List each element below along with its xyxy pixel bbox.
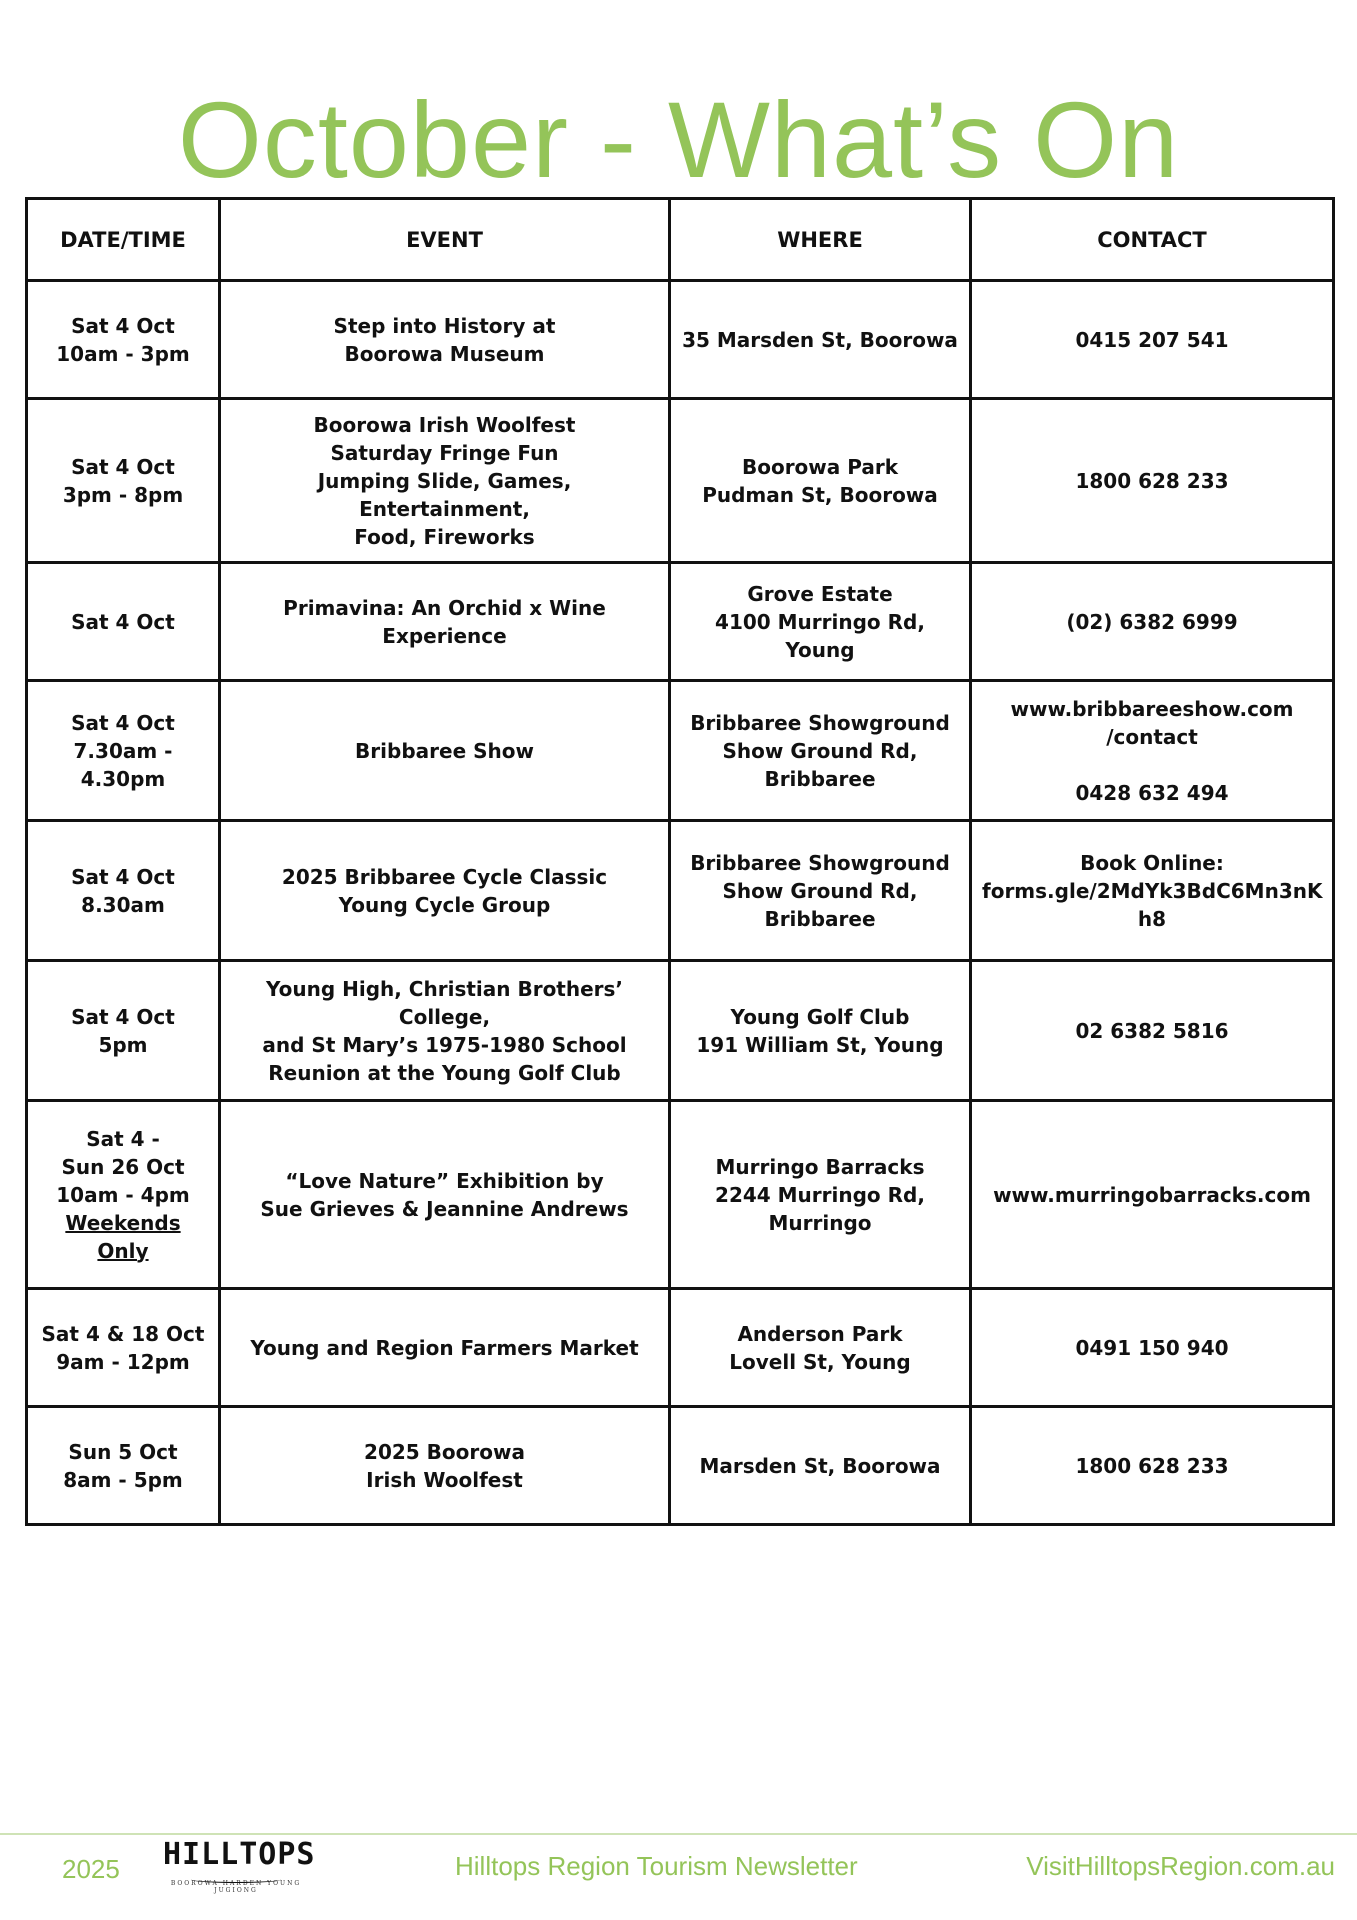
cell-line: Irish Woolfest [366,1467,523,1492]
cell-line: 2025 Boorowa [364,1439,525,1464]
cell-contact [971,1407,1334,1525]
cell-date [27,821,220,961]
logo-wordmark: HILLTOPS [163,1837,316,1872]
cell-line: Bribbaree [764,906,876,931]
cell-line: 4100 Murringo Rd, Young [715,609,925,662]
cell-contact [971,681,1334,821]
cell-where [670,563,971,681]
cell-line: Bribbaree [764,766,876,791]
cell-line: www.murringobarracks.com [993,1182,1311,1207]
cell-line: Bribbaree Show [355,738,534,763]
cell-line: Sun 26 Oct [61,1154,185,1179]
cell-line: 10am - 3pm [56,341,190,366]
logo-towns: BOOROWA HARDEN YOUNG JUGIONG [170,1880,302,1894]
cell-contact [971,821,1334,961]
cell-event [220,1407,670,1525]
cell-date [27,961,220,1101]
cell-line: Murringo Barracks [715,1154,925,1179]
cell-line: Sat 4 & 18 Oct [41,1321,205,1346]
header-date-time: DATE/TIME [27,199,220,281]
cell-line: 1800 628 233 [1075,1453,1229,1478]
cell-event [220,281,670,399]
cell-event [220,821,670,961]
cell-line: Boorowa Museum [344,341,545,366]
cell-event [220,399,670,563]
header-where: WHERE [670,199,971,281]
cell-line: /contact [1106,724,1198,749]
table-row [27,961,1334,1101]
cell-line: 7.30am - [73,738,173,763]
cell-contact [971,563,1334,681]
cell-line: 0428 632 494 [1075,780,1229,805]
footer-website-link[interactable]: VisitHilltopsRegion.com.au [1026,1851,1335,1881]
cell-where [670,1289,971,1407]
cell-line: “Love Nature” Exhibition by [285,1168,604,1193]
table-row [27,681,1334,821]
cell-line: Sat 4 Oct [71,710,175,735]
cell-date [27,281,220,399]
cell-line: Reunion at the Young Golf Club [268,1060,621,1085]
cell-line: Pudman St, Boorowa [702,482,938,507]
cell-where [670,1101,971,1289]
cell-line: 5pm [98,1032,148,1057]
cell-line: Sat 4 Oct [71,1004,175,1029]
cell-line: Young Golf Club [730,1004,910,1029]
table-row [27,1407,1334,1525]
cell-contact [971,281,1334,399]
cell-line: Boorowa Park [741,454,899,479]
cell-event [220,681,670,821]
cell-line: Sat 4 Oct [71,864,175,889]
cell-line: 0415 207 541 [1075,327,1229,352]
footer-year: 2025 [62,1854,120,1884]
page-title: October - What’s On [177,79,1180,200]
cell-where [670,281,971,399]
cell-line: h8 [1137,906,1167,931]
cell-spacer [982,751,1322,779]
table-row [27,399,1334,563]
cell-event [220,1289,670,1407]
cell-contact [971,1289,1334,1407]
table-row [27,1289,1334,1407]
cell-line: Sat 4 Oct [71,454,175,479]
cell-line: 8am - 5pm [63,1467,183,1492]
cell-line: 4.30pm [80,766,166,791]
cell-line: Sat 4 - [86,1126,160,1151]
cell-line: Young and Region Farmers Market [250,1335,639,1360]
cell-event [220,563,670,681]
table-header-row [27,199,1334,281]
header-contact: CONTACT [971,199,1334,281]
cell-line: Anderson Park [737,1321,903,1346]
cell-line: Sue Grieves & Jeannine Andrews [260,1196,629,1221]
table-row [27,563,1334,681]
logo-swoosh-icon [191,1876,281,1883]
cell-line: Young High, Christian Brothers’ College, [265,976,624,1029]
cell-date [27,681,220,821]
table-row [27,281,1334,399]
cell-line: Grove Estate [747,581,893,606]
cell-line: Show Ground Rd, [722,878,918,903]
cell-line: Step into History at [333,313,556,338]
cell-contact [971,961,1334,1101]
cell-where [670,399,971,563]
cell-line: 8.30am [81,892,165,917]
table-row [27,821,1334,961]
cell-line: Bribbaree Showground [690,710,950,735]
cell-line: Sat 4 Oct [71,609,175,634]
cell-line: Sun 5 Oct [68,1439,178,1464]
cell-date [27,563,220,681]
cell-date [27,1407,220,1525]
events-table [25,197,1335,1526]
cell-line: Boorowa Irish Woolfest [313,412,576,437]
cell-where [670,681,971,821]
cell-line: 10am - 4pm [56,1182,190,1207]
cell-line: 1800 628 233 [1075,468,1229,493]
cell-line: Sat 4 Oct [71,313,175,338]
table-row [27,1101,1334,1289]
cell-line: Only [97,1238,149,1263]
cell-line: 191 William St, Young [696,1032,944,1057]
hilltops-logo [163,1837,316,1898]
cell-event [220,961,670,1101]
cell-line: Show Ground Rd, [722,738,918,763]
cell-line: 2244 Murringo Rd, [715,1182,925,1207]
cell-line: 9am - 12pm [56,1349,190,1374]
cell-date [27,399,220,563]
cell-line: 35 Marsden St, Boorowa [682,327,958,352]
cell-line: Marsden St, Boorowa [699,1453,941,1478]
cell-line: Young Cycle Group [338,892,551,917]
cell-line: Lovell St, Young [729,1349,911,1374]
cell-line: www.bribbareeshow.com [1010,696,1294,721]
cell-line: 3pm - 8pm [62,482,184,507]
cell-line: Murringo [768,1210,872,1235]
cell-line: Book Online: [1080,850,1224,875]
header-event: EVENT [220,199,670,281]
cell-line: 2025 Bribbaree Cycle Classic [281,864,608,889]
cell-event [220,1101,670,1289]
cell-line: Saturday Fringe Fun [330,440,559,465]
cell-where [670,1407,971,1525]
cell-date [27,1101,220,1289]
cell-line: (02) 6382 6999 [1066,609,1238,634]
cell-line: and St Mary’s 1975-1980 School [262,1032,627,1057]
cell-contact [971,399,1334,563]
cell-where [670,961,971,1101]
cell-line: Bribbaree Showground [690,850,950,875]
footer-divider [0,1833,1357,1835]
cell-line: 0491 150 940 [1075,1335,1229,1360]
cell-line: Jumping Slide, Games, Entertainment, [317,468,572,521]
cell-line: Primavina: An Orchid x Wine Experience [283,595,606,648]
cell-line: forms.gle/2MdYk3BdC6Mn3nK [982,878,1323,903]
cell-line: Weekends [65,1210,181,1235]
cell-contact [971,1101,1334,1289]
cell-date [27,1289,220,1407]
cell-where [670,821,971,961]
cell-line: Food, Fireworks [354,524,535,549]
footer-newsletter-title: Hilltops Region Tourism Newsletter [455,1851,858,1881]
cell-line: 02 6382 5816 [1075,1018,1229,1043]
